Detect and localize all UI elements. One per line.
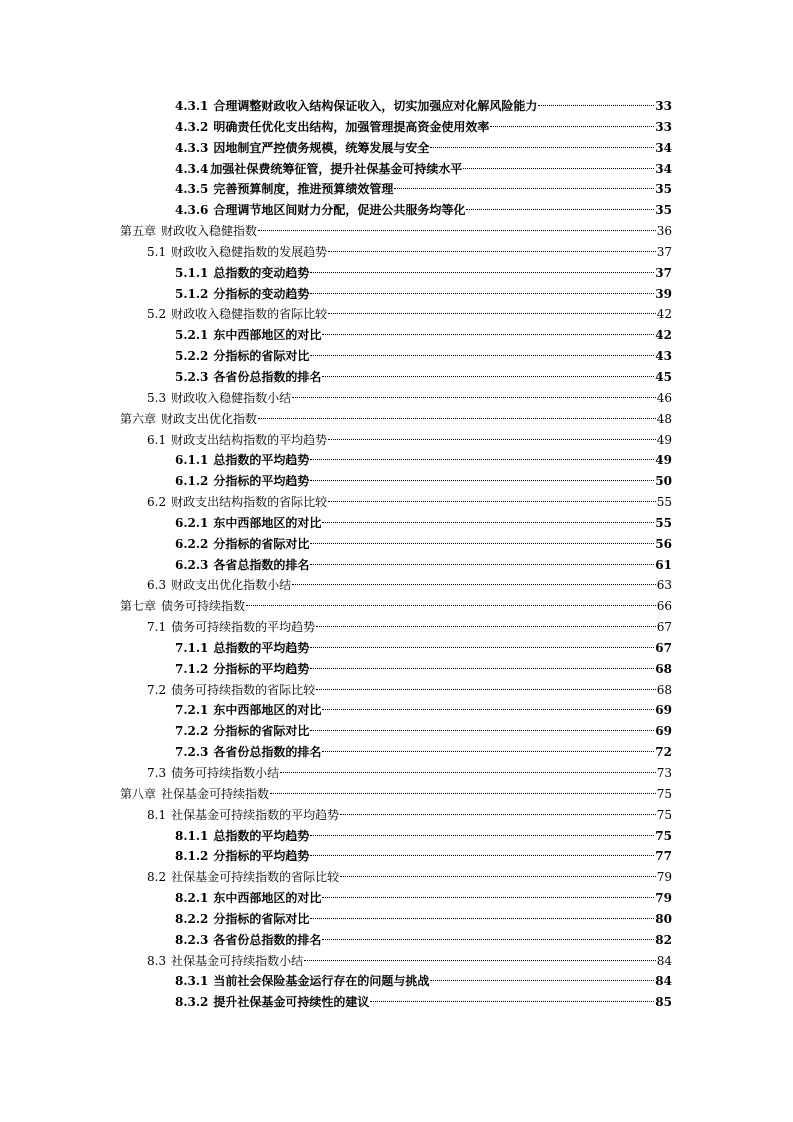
toc-entry-row [175, 96, 672, 116]
toc-entry-number: 8.2.3 [175, 932, 209, 947]
toc-entry-row [175, 513, 672, 533]
toc-entry-number: 5.1.2 [175, 286, 209, 301]
toc-dot-leader [310, 543, 654, 544]
toc-entry-row [175, 263, 672, 283]
toc-subsection-entry[interactable] [0, 992, 793, 1013]
toc-dot-leader [328, 251, 656, 252]
toc-entry-page-number: 75 [655, 828, 672, 843]
toc-entry-row [175, 284, 672, 304]
toc-entry-row [175, 846, 672, 866]
toc-section-entry[interactable] [0, 304, 793, 325]
toc-entry-page-number: 80 [655, 911, 672, 926]
toc-entry-title: 财政支出结构指数的平均趋势 [171, 432, 328, 447]
toc-entry-row [147, 617, 672, 637]
toc-entry-number: 7.1.2 [175, 661, 209, 676]
toc-entry-number: 8.1.1 [175, 828, 209, 843]
toc-entry-title: 分指标的省际对比 [213, 724, 310, 739]
toc-subsection-entry[interactable] [0, 200, 793, 221]
toc-entry-page-number: 42 [655, 328, 672, 343]
toc-subsection-entry[interactable] [0, 700, 793, 721]
toc-entry-title: 财政收入稳健指数 [161, 224, 258, 239]
toc-dot-leader [370, 1001, 654, 1002]
toc-entry-title: 社保基金可持续指数的平均趋势 [171, 807, 340, 822]
toc-entry-title: 分指标的省际对比 [213, 349, 310, 364]
toc-entry-number: 5.2 [147, 307, 167, 322]
toc-subsection-entry[interactable] [0, 888, 793, 909]
toc-dot-leader [490, 126, 654, 127]
toc-entry-number: 4.3.5 [175, 182, 209, 197]
toc-section-entry[interactable] [0, 763, 793, 784]
toc-entry-row [120, 221, 672, 241]
toc-entry-row [175, 742, 672, 762]
toc-dot-leader [322, 751, 654, 752]
toc-chapter-entry[interactable] [0, 596, 793, 617]
toc-entry-page-number: 63 [656, 578, 672, 593]
toc-subsection-entry[interactable] [0, 325, 793, 346]
toc-entry-number: 7.1 [147, 620, 167, 635]
toc-entry-page-number: 69 [655, 703, 672, 718]
toc-dot-leader [270, 793, 656, 794]
toc-entry-number: 6.2.3 [175, 557, 209, 572]
toc-entry-row [175, 700, 672, 720]
toc-dot-leader [340, 876, 656, 877]
toc-subsection-entry[interactable] [0, 117, 793, 138]
toc-entry-number: 8.1 [147, 807, 167, 822]
toc-dot-leader [310, 668, 654, 669]
toc-entry-number: 6.2 [147, 495, 167, 510]
toc-entry-title: 完善预算制度，推进预算绩效管理 [213, 182, 394, 197]
toc-entry-title: 各省总指数的排名 [213, 557, 310, 572]
toc-entry-page-number: 35 [655, 182, 672, 197]
toc-dot-leader [310, 564, 654, 565]
toc-dot-leader [310, 480, 654, 481]
toc-dot-leader [310, 272, 654, 273]
toc-subsection-entry[interactable] [0, 909, 793, 930]
toc-entry-number: 6.2.1 [175, 515, 209, 530]
toc-subsection-entry[interactable] [0, 138, 793, 159]
toc-section-entry[interactable] [0, 430, 793, 451]
toc-subsection-entry[interactable] [0, 846, 793, 867]
toc-dot-leader [310, 918, 654, 919]
toc-entry-row [147, 492, 672, 512]
toc-dot-leader [310, 293, 654, 294]
toc-entry-row [175, 888, 672, 908]
toc-entry-row [147, 805, 672, 825]
toc-dot-leader [310, 355, 654, 356]
toc-dot-leader [322, 522, 654, 523]
toc-entry-page-number: 77 [655, 849, 672, 864]
toc-section-entry[interactable] [0, 680, 793, 701]
table-of-contents [0, 96, 793, 1013]
toc-entry-row [175, 159, 672, 179]
toc-entry-number: 第七章 [120, 599, 157, 614]
toc-entry-title: 提升社保基金可持续性的建议 [213, 995, 370, 1010]
toc-entry-title: 因地制宜严控债务规模，统筹发展与安全 [213, 140, 430, 155]
toc-entry-number: 7.3 [147, 766, 167, 780]
toc-entry-title: 总指数的平均趋势 [213, 453, 310, 468]
toc-entry-number: 8.3.1 [175, 974, 209, 989]
toc-entry-number: 8.1.2 [175, 849, 209, 864]
toc-dot-leader [430, 147, 654, 148]
toc-subsection-entry[interactable] [0, 971, 793, 992]
toc-entry-title: 东中西部地区的对比 [213, 328, 322, 343]
toc-entry-row [147, 763, 672, 783]
toc-entry-number: 4.3.4 [175, 161, 209, 176]
toc-entry-number: 8.2.1 [175, 891, 209, 906]
toc-entry-row [175, 909, 672, 929]
toc-entry-title: 合理调整财政收入结构保证收入，切实加强应对化解风险能力 [213, 99, 538, 113]
toc-dot-leader [328, 501, 656, 502]
toc-entry-title: 分指标的省际对比 [213, 911, 310, 926]
toc-entry-page-number: 67 [655, 640, 672, 655]
toc-entry-row [175, 138, 672, 158]
toc-subsection-entry[interactable] [0, 159, 793, 180]
toc-dot-leader [328, 313, 656, 314]
toc-subsection-entry[interactable] [0, 638, 793, 659]
toc-entry-title: 社保基金可持续指数 [161, 786, 270, 801]
toc-entry-page-number: 73 [656, 766, 672, 780]
toc-entry-page-number: 85 [655, 995, 672, 1010]
toc-entry-page-number: 75 [656, 786, 672, 801]
toc-entry-page-number: 69 [655, 724, 672, 739]
toc-entry-title: 各省份总指数的排名 [213, 745, 322, 760]
toc-entry-number: 6.1.2 [175, 474, 209, 489]
toc-entry-number: 6.2.2 [175, 536, 209, 551]
toc-entry-number: 第六章 [120, 411, 157, 426]
toc-dot-leader [246, 605, 656, 606]
toc-subsection-entry[interactable] [0, 555, 793, 576]
toc-section-entry[interactable] [0, 951, 793, 972]
toc-entry-page-number: 82 [655, 932, 672, 947]
toc-entry-row [147, 680, 672, 700]
toc-entry-row [175, 930, 672, 950]
toc-dot-leader [316, 626, 656, 627]
toc-dot-leader [310, 855, 654, 856]
toc-entry-page-number: 33 [655, 119, 672, 134]
toc-entry-title: 社保基金可持续指数的省际比较 [171, 870, 340, 885]
toc-entry-row [175, 992, 672, 1012]
toc-entry-number: 8.3 [147, 953, 167, 968]
toc-subsection-entry[interactable] [0, 179, 793, 200]
toc-entry-page-number: 45 [655, 369, 672, 384]
toc-entry-row [175, 659, 672, 679]
toc-entry-title: 财政支出结构指数的省际比较 [171, 495, 328, 510]
toc-entry-row [175, 450, 672, 470]
toc-entry-title: 财政收入稳健指数的省际比较 [171, 307, 328, 322]
toc-dot-leader [292, 397, 656, 398]
toc-entry-number: 7.2.3 [175, 745, 209, 760]
toc-entry-number: 5.3 [147, 390, 167, 405]
toc-dot-leader [258, 230, 656, 231]
toc-entry-page-number: 84 [655, 974, 672, 989]
toc-dot-leader [322, 376, 654, 377]
toc-entry-page-number: 34 [655, 140, 672, 155]
toc-subsection-entry[interactable] [0, 513, 793, 534]
toc-entry-title: 东中西部地区的对比 [213, 891, 322, 906]
toc-section-entry[interactable] [0, 617, 793, 638]
toc-entry-number: 7.2 [147, 682, 167, 697]
toc-entry-title: 总指数的平均趋势 [213, 828, 310, 843]
toc-entry-number: 7.1.1 [175, 640, 209, 655]
toc-dot-leader [322, 709, 654, 710]
toc-dot-leader [538, 105, 654, 106]
toc-entry-page-number: 61 [655, 557, 672, 572]
toc-entry-page-number: 42 [656, 307, 672, 322]
toc-chapter-entry[interactable] [0, 409, 793, 430]
toc-entry-page-number: 67 [656, 620, 672, 635]
toc-entry-row [175, 638, 672, 658]
toc-entry-row [147, 867, 672, 887]
toc-entry-title: 财政收入稳健指数的发展趋势 [171, 244, 328, 259]
toc-entry-page-number: 43 [655, 349, 672, 364]
toc-entry-title: 总指数的变动趋势 [213, 265, 310, 280]
toc-dot-leader [394, 188, 654, 189]
toc-entry-page-number: 33 [655, 99, 672, 113]
toc-subsection-entry[interactable] [0, 346, 793, 367]
toc-entry-row [147, 575, 672, 595]
toc-entry-number: 7.2.2 [175, 724, 209, 739]
toc-entry-number: 第五章 [120, 224, 157, 239]
toc-entry-title: 分指标的平均趋势 [213, 661, 310, 676]
toc-entry-row [147, 430, 672, 450]
toc-entry-row [120, 409, 672, 429]
toc-entry-page-number: 75 [656, 807, 672, 822]
toc-dot-leader [328, 439, 656, 440]
toc-entry-row [175, 826, 672, 846]
toc-entry-page-number: 72 [655, 745, 672, 760]
toc-subsection-entry[interactable] [0, 826, 793, 847]
toc-entry-page-number: 37 [655, 265, 672, 280]
toc-entry-number: 5.1 [147, 244, 167, 259]
toc-entry-page-number: 49 [655, 453, 672, 468]
toc-entry-title: 加强社保费统筹征管，提升社保基金可持续水平 [210, 161, 463, 176]
toc-entry-number: 5.2.1 [175, 328, 209, 343]
toc-entry-page-number: 48 [656, 411, 672, 426]
toc-entry-title: 总指数的平均趋势 [213, 640, 310, 655]
toc-entry-row [147, 242, 672, 262]
toc-subsection-entry[interactable] [0, 742, 793, 763]
toc-entry-number: 8.3.2 [175, 995, 209, 1010]
toc-entry-row [175, 555, 672, 575]
toc-dot-leader [340, 814, 656, 815]
toc-entry-row [175, 117, 672, 137]
toc-dot-leader [292, 584, 656, 585]
toc-entry-page-number: 84 [656, 953, 672, 968]
toc-section-entry[interactable] [0, 242, 793, 263]
toc-entry-number: 6.1.1 [175, 453, 209, 468]
toc-dot-leader [310, 730, 654, 731]
toc-dot-leader [258, 418, 656, 419]
toc-dot-leader [322, 897, 654, 898]
toc-dot-leader [316, 689, 656, 690]
toc-entry-number: 6.1 [147, 432, 167, 447]
toc-subsection-entry[interactable] [0, 471, 793, 492]
toc-entry-title: 财政支出优化指数小结 [171, 578, 292, 593]
toc-dot-leader [430, 980, 654, 981]
toc-entry-number: 4.3.6 [175, 203, 209, 218]
toc-entry-page-number: 55 [656, 495, 672, 510]
toc-entry-title: 债务可持续指数的省际比较 [171, 682, 316, 697]
toc-entry-page-number: 39 [655, 286, 672, 301]
toc-entry-page-number: 50 [655, 474, 672, 489]
toc-entry-page-number: 35 [655, 203, 672, 218]
toc-dot-leader [463, 168, 654, 169]
toc-dot-leader [310, 647, 654, 648]
toc-entry-row [175, 534, 672, 554]
toc-entry-page-number: 55 [655, 515, 672, 530]
toc-entry-title: 财政收入稳健指数小结 [171, 390, 292, 405]
toc-entry-row [120, 784, 672, 804]
toc-entry-page-number: 66 [656, 599, 672, 614]
toc-entry-title: 财政支出优化指数 [161, 411, 258, 426]
toc-entry-page-number: 56 [655, 536, 672, 551]
toc-entry-page-number: 34 [655, 161, 672, 176]
toc-subsection-entry[interactable] [0, 367, 793, 388]
toc-section-entry[interactable] [0, 575, 793, 596]
toc-subsection-entry[interactable] [0, 659, 793, 680]
toc-dot-leader [322, 334, 654, 335]
toc-entry-title: 分指标的平均趋势 [213, 849, 310, 864]
toc-entry-row [175, 325, 672, 345]
toc-dot-leader [322, 939, 654, 940]
toc-entry-title: 社保基金可持续指数小结 [171, 953, 304, 968]
toc-entry-number: 4.3.2 [175, 119, 209, 134]
toc-entry-page-number: 37 [656, 244, 672, 259]
toc-entry-title: 分指标的省际对比 [213, 536, 310, 551]
toc-entry-number: 5.2.2 [175, 349, 209, 364]
toc-entry-row [175, 179, 672, 199]
toc-entry-number: 7.2.1 [175, 703, 209, 718]
toc-entry-row [120, 596, 672, 616]
toc-entry-number: 5.2.3 [175, 369, 209, 384]
toc-entry-title: 债务可持续指数小结 [171, 766, 280, 780]
toc-section-entry[interactable] [0, 492, 793, 513]
toc-entry-number: 第八章 [120, 786, 157, 801]
toc-entry-row [175, 346, 672, 366]
toc-subsection-entry[interactable] [0, 534, 793, 555]
toc-entry-page-number: 79 [656, 870, 672, 885]
toc-entry-page-number: 36 [656, 224, 672, 239]
toc-entry-row [175, 971, 672, 991]
toc-entry-number: 6.3 [147, 578, 167, 593]
toc-entry-title: 当前社会保险基金运行存在的问题与挑战 [213, 974, 430, 989]
toc-dot-leader [310, 459, 654, 460]
toc-subsection-entry[interactable] [0, 263, 793, 284]
toc-subsection-entry[interactable] [0, 450, 793, 471]
toc-entry-title: 明确责任优化支出结构，加强管理提高资金使用效率 [213, 119, 490, 134]
toc-dot-leader [304, 960, 656, 961]
toc-entry-page-number: 68 [655, 661, 672, 676]
toc-entry-page-number: 46 [656, 390, 672, 405]
toc-section-entry[interactable] [0, 805, 793, 826]
toc-subsection-entry[interactable] [0, 96, 793, 117]
toc-entry-title: 债务可持续指数的平均趋势 [171, 620, 316, 635]
toc-entry-number: 4.3.1 [175, 99, 209, 113]
toc-entry-title: 分指标的变动趋势 [213, 286, 310, 301]
toc-entry-page-number: 49 [656, 432, 672, 447]
toc-subsection-entry[interactable] [0, 284, 793, 305]
toc-entry-title: 各省份总指数的排名 [213, 369, 322, 384]
toc-entry-title: 分指标的平均趋势 [213, 474, 310, 489]
toc-entry-row [175, 200, 672, 220]
toc-entry-number: 8.2.2 [175, 911, 209, 926]
toc-dot-leader [310, 835, 654, 836]
toc-entry-number: 5.1.1 [175, 265, 209, 280]
toc-entry-row [147, 304, 672, 324]
toc-entry-row [175, 367, 672, 387]
toc-dot-leader [466, 209, 654, 210]
toc-entry-title: 东中西部地区的对比 [213, 703, 322, 718]
toc-subsection-entry[interactable] [0, 721, 793, 742]
toc-entry-row [175, 471, 672, 491]
toc-entry-page-number: 79 [655, 891, 672, 906]
toc-entry-title: 合理调节地区间财力分配，促进公共服务均等化 [213, 203, 466, 218]
toc-chapter-entry[interactable] [0, 221, 793, 242]
toc-entry-page-number: 68 [656, 682, 672, 697]
toc-subsection-entry[interactable] [0, 930, 793, 951]
toc-entry-row [147, 951, 672, 971]
toc-entry-number: 4.3.3 [175, 140, 209, 155]
toc-entry-row [147, 388, 672, 408]
toc-entry-row [175, 721, 672, 741]
toc-chapter-entry[interactable] [0, 784, 793, 805]
toc-section-entry[interactable] [0, 867, 793, 888]
toc-section-entry[interactable] [0, 388, 793, 409]
toc-entry-title: 各省份总指数的排名 [213, 932, 322, 947]
toc-entry-title: 债务可持续指数 [161, 599, 246, 614]
toc-entry-title: 东中西部地区的对比 [213, 515, 322, 530]
toc-dot-leader [280, 772, 656, 773]
toc-entry-number: 8.2 [147, 870, 167, 885]
